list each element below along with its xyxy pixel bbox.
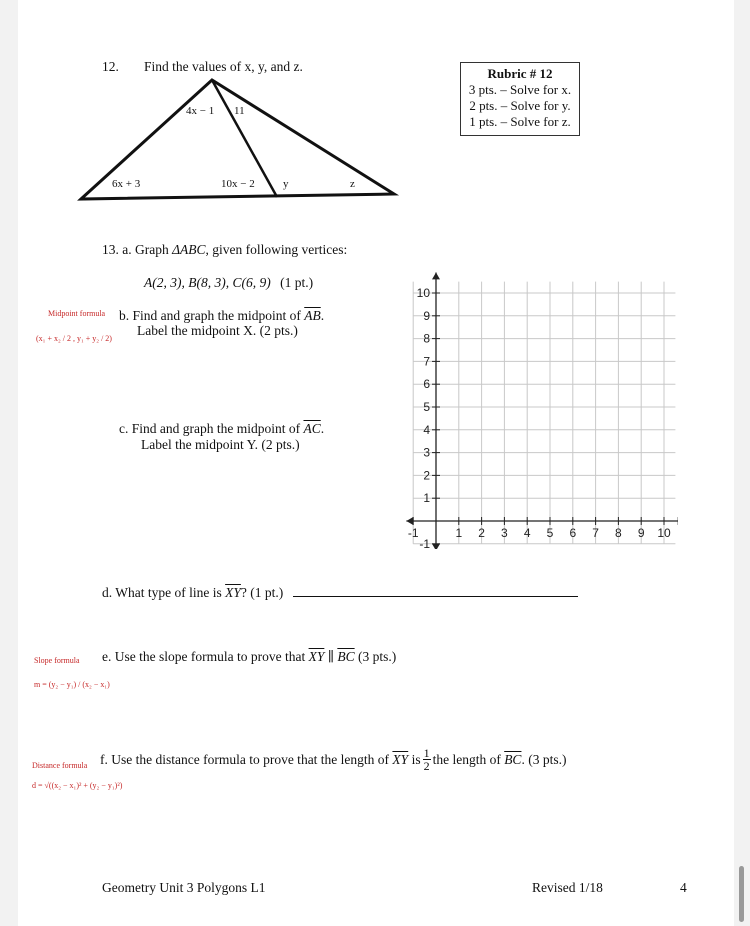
q12-number: 12. (102, 59, 119, 74)
label-z: z (350, 178, 355, 190)
rubric-line: 2 pts. – Solve for y. (469, 98, 571, 113)
y-tick-label: 3 (423, 445, 430, 460)
y-tick-label: 1 (423, 491, 430, 506)
q13b-line2: Label the midpoint X. (2 pts.) (137, 323, 298, 338)
rubric-box (460, 62, 580, 136)
x-tick-label: -1 (407, 526, 419, 540)
y-tick-label: -1 (419, 536, 430, 549)
y-axis-arrow-down (432, 544, 440, 549)
midpoint-formula: (x₁ + x₂ / 2 , y₁ + y₂ / 2) (36, 334, 112, 343)
worksheet-page (18, 0, 734, 926)
scrollbar[interactable] (739, 866, 744, 922)
rubric-line: 1 pts. – Solve for z. (469, 114, 571, 129)
fraction-one-half: $\frac{1}{2}$ (423, 746, 430, 773)
y-tick-label: 8 (423, 331, 430, 346)
x-tick-label: 2 (478, 526, 485, 540)
q13a-text: 13. a. Graph ΔABC, given following vertices: (102, 242, 348, 257)
slope-formula-title: Slope formula (34, 656, 80, 665)
x-tick-label: 8 (615, 526, 622, 540)
coordinate-grid[interactable] (388, 264, 678, 549)
x-tick-label: 1 (455, 526, 463, 540)
answer-blank[interactable] (293, 584, 578, 597)
footer-page-number: 4 (680, 880, 687, 895)
label-bottom-mid: 10x − 2 (221, 178, 255, 190)
q12-prompt: Find the values of x, y, and z. (144, 59, 303, 74)
x-tick-label: 3 (501, 526, 508, 540)
x-tick-label: 6 (569, 526, 577, 540)
x-tick-label: 5 (546, 526, 554, 540)
x-tick-label: 4 (523, 526, 531, 540)
q13d-text: d. What type of line is $\overline{XY}$? (1 pt.) (102, 584, 578, 601)
rubric-line: 3 pts. – Solve for x. (468, 82, 572, 97)
x-tick-label: 7 (592, 526, 599, 540)
y-tick-label: 9 (423, 308, 430, 323)
y-tick-label: 4 (423, 422, 430, 437)
y-tick-label: 5 (423, 400, 430, 414)
label-bottom-left: 6x + 3 (112, 178, 141, 190)
footer-course: Geometry Unit 3 Polygons L1 (102, 880, 266, 895)
q13c-line2: Label the midpoint Y. (2 pts.) (141, 437, 300, 452)
label-y: y (283, 178, 289, 190)
footer-revised: Revised 1/18 (532, 880, 603, 895)
q13e-text: e. Use the slope formula to prove that $\overline{XY}$ ∥ $\overline{BC}$ (3 pts.) (102, 649, 397, 664)
y-tick-label: 7 (423, 354, 430, 369)
rubric-title: Rubric # 12 (487, 66, 553, 81)
y-axis-arrow (432, 272, 440, 279)
q13f-text: f. Use the distance formula to prove that the length of $\overline{XY}$ is $\frac{1}{2}$ the length of $\overline{BC}$ . (3 pts.) (100, 746, 567, 773)
label-top-right: 11 (234, 105, 245, 117)
q12-triangle-figure (18, 0, 734, 230)
q13b-text: b. Find and graph the midpoint of $\overline{AB}$. (119, 308, 325, 323)
midpoint-formula-title: Midpoint formula (48, 309, 106, 318)
y-tick-label: 6 (423, 377, 430, 392)
x-axis-arrow-left (406, 517, 413, 525)
label-top-left: 4x − 1 (186, 105, 215, 117)
slope-formula: m = (y₂ − y₁) / (x₂ − x₁) (34, 680, 110, 689)
x-tick-label: 9 (637, 526, 645, 540)
distance-formula: d = √((x₂ − x₁)² + (y₂ − y₁)²) (32, 781, 123, 790)
y-tick-label: 2 (423, 468, 430, 483)
x-tick-label: 10 (657, 526, 671, 540)
y-tick-label: 10 (416, 286, 430, 300)
q13a-vertices: A(2, 3), B(8, 3), C(6, 9) (1 pt.) (144, 275, 314, 290)
distance-formula-title: Distance formula (32, 761, 88, 770)
q13c-text: c. Find and graph the midpoint of $\overline{AC}$. (119, 421, 325, 436)
